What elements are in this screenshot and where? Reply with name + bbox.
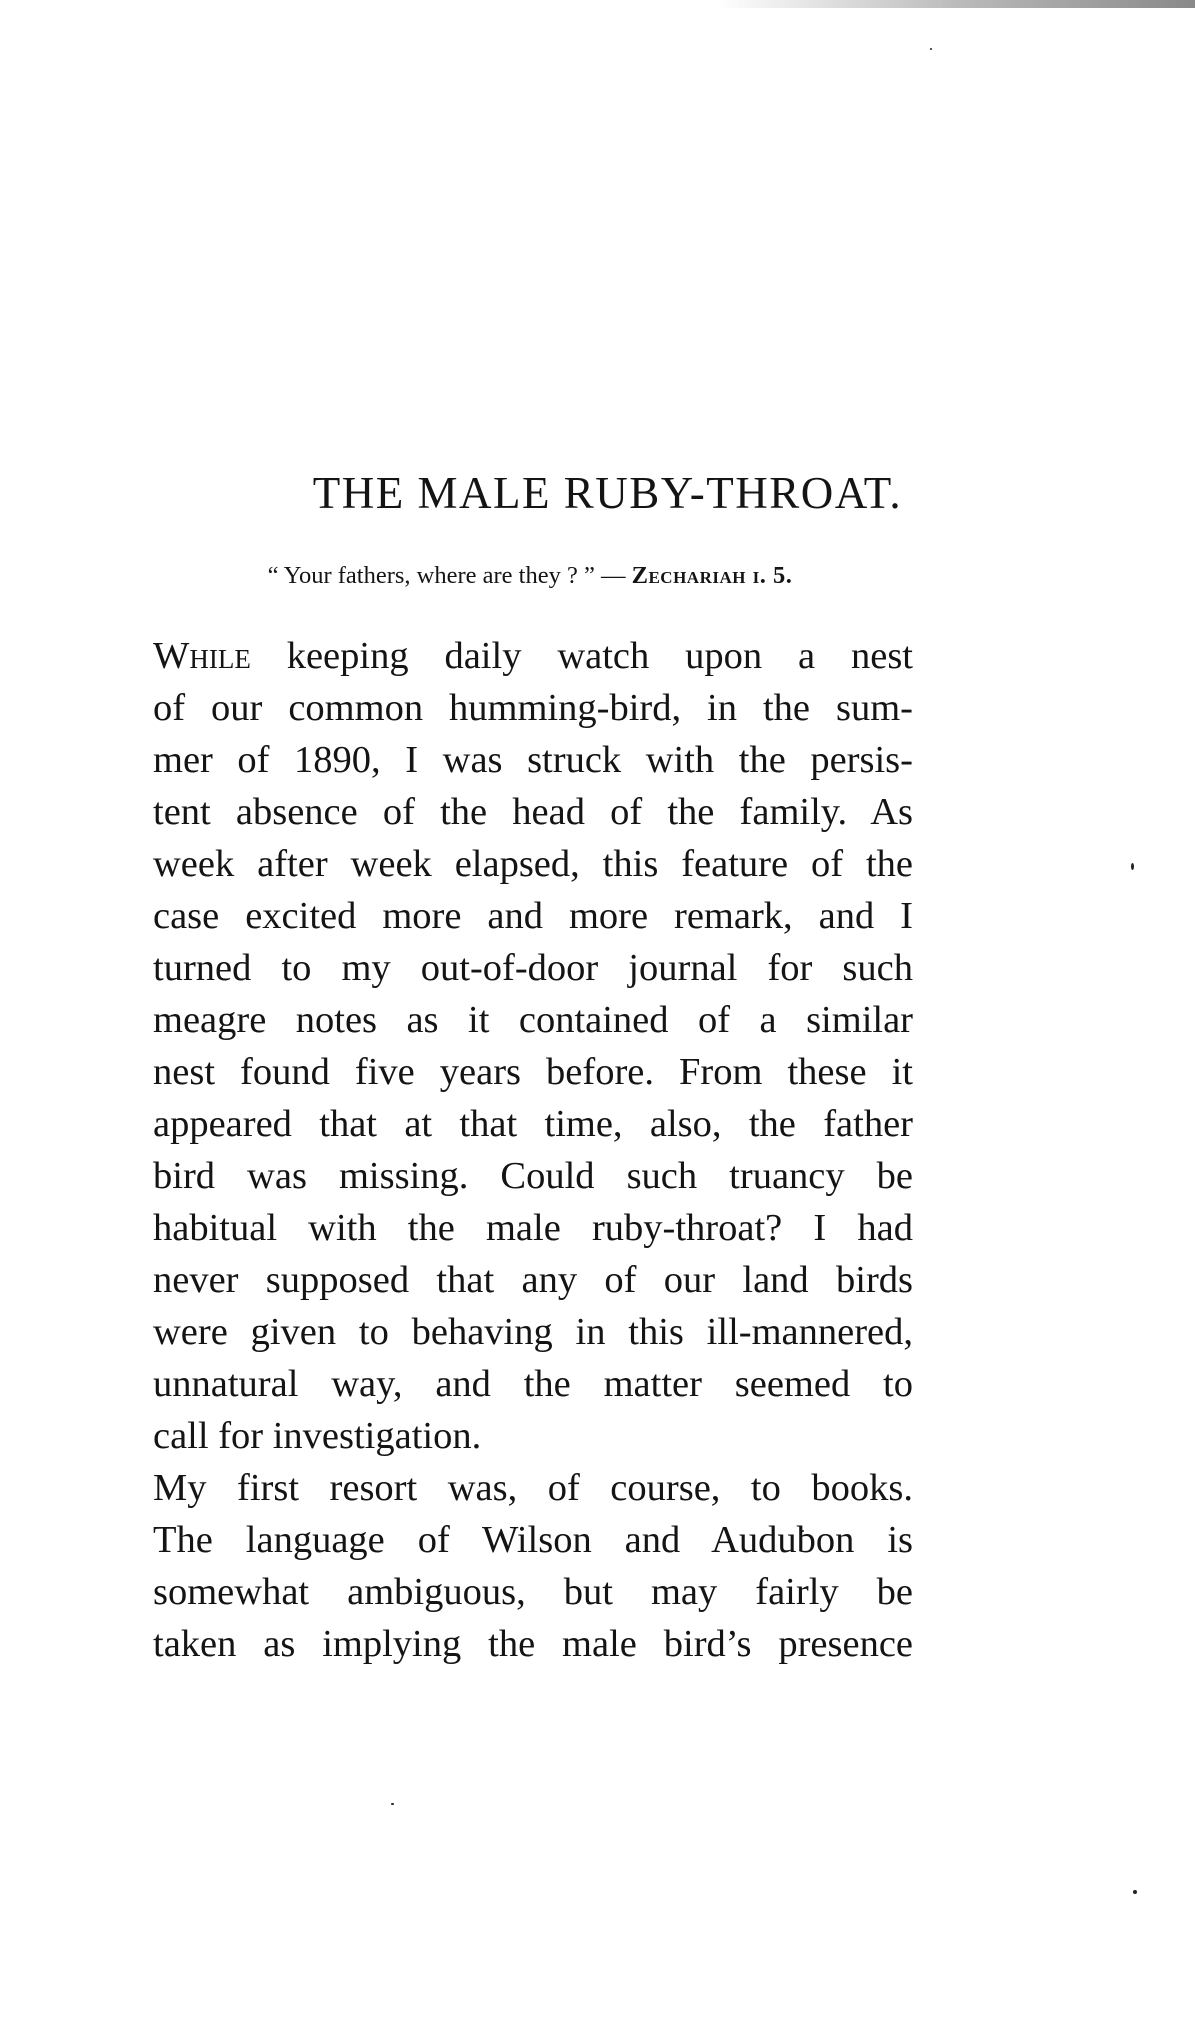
text-line: meagre notes as it contained of a similar (153, 999, 913, 1041)
text-line: The language of Wilson and Audubon is (153, 1519, 913, 1561)
text-line: appeared that at that time, also, the father (153, 1103, 913, 1145)
print-speck (1133, 1890, 1137, 1894)
epigraph-reference: Zechariah i. 5. (631, 562, 793, 589)
print-speck (391, 1803, 394, 1805)
epigraph (150, 560, 910, 592)
body-text (105, 630, 913, 1670)
text-line: bird was missing. Could such truancy be (153, 1155, 913, 1197)
text-line: unnatural way, and the matter seemed to (153, 1363, 913, 1405)
text-line: habitual with the male ruby-throat? I had (153, 1207, 913, 1249)
text-line: turned to my out-of-door journal for such (153, 947, 913, 989)
text-line: were given to behaving in this ill-mannered, (153, 1311, 913, 1353)
print-speck (930, 48, 932, 50)
text-line: mer of 1890, I was struck with the persis- (153, 739, 913, 781)
text-line: never supposed that any of our land birds (153, 1259, 913, 1301)
print-speck (1131, 863, 1134, 870)
text-line: of our common humming-bird, in the sum- (153, 687, 913, 729)
epigraph-quote: “ Your fathers, where are they ? ” — (267, 562, 626, 589)
text-line: While keeping daily watch upon a nest (153, 635, 913, 677)
text-line: week after week elapsed, this feature of the (153, 843, 913, 885)
paragraph-1 (105, 630, 913, 1462)
text-line: somewhat ambiguous, but may fairly be (153, 1571, 913, 1613)
scan-edge-shadow (0, 0, 1195, 8)
chapter-title: THE MALE RUBY-THROAT. (312, 468, 903, 518)
drop-word: While (153, 635, 251, 677)
paragraph-2 (105, 1462, 913, 1670)
text-line: tent absence of the head of the family. As (153, 791, 913, 833)
text-line: My first resort was, of course, to books. (153, 1467, 913, 1509)
text-line: taken as implying the male bird’s presence (153, 1623, 913, 1665)
text-line: nest found five years before. From these it (153, 1051, 913, 1093)
text-line: call for investigation. (153, 1415, 482, 1457)
text-line: case excited more and more remark, and I (153, 895, 913, 937)
